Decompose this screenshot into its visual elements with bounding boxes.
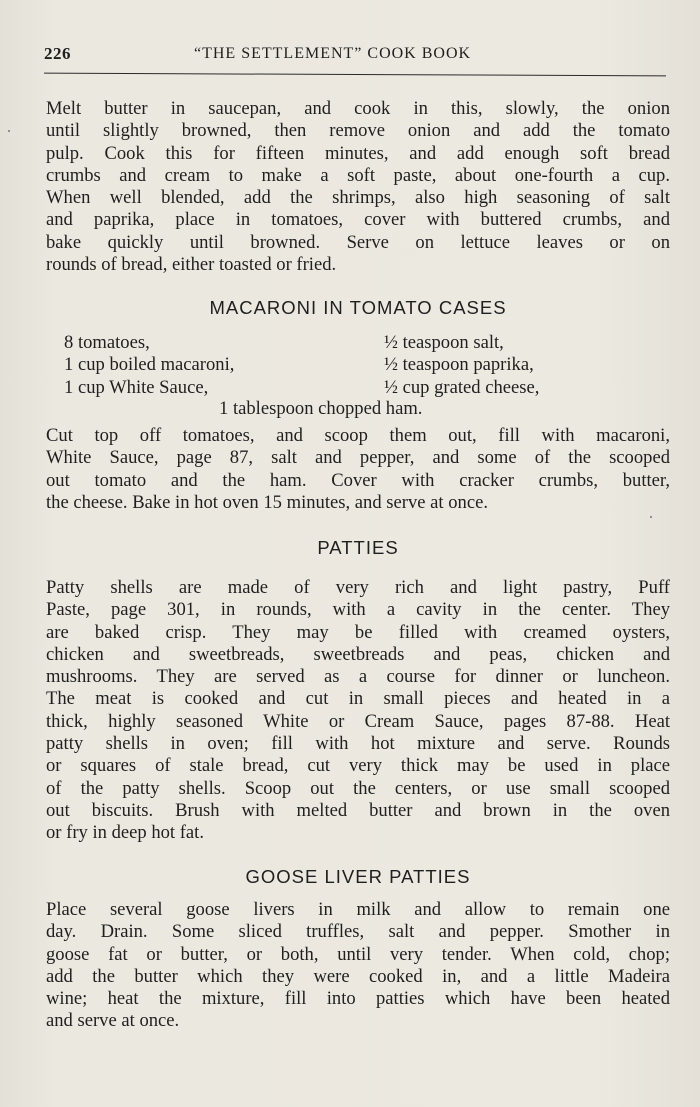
text-line: goose fat or butter, or both, until very tender. When cold, chop; (46, 943, 670, 965)
intro-paragraph (46, 98, 670, 276)
ingredient-item: ½ cup grated cheese, (384, 376, 540, 398)
ingredient-item: 1 cup boiled macaroni, (64, 354, 235, 376)
text-line: add the butter which they were cooked in, and a little Madeira (46, 965, 670, 987)
ingredient-column-right (384, 332, 539, 399)
goose-liver-instructions (46, 899, 670, 1033)
page-number: 226 (44, 44, 71, 63)
text-line: The meat is cooked and cut in small pieces and heated in a (46, 688, 670, 710)
ingredient-item: 8 tomatoes, (64, 332, 150, 353)
ingredient-column-left (64, 332, 234, 399)
running-head (44, 44, 670, 66)
text-line: day. Drain. Some sliced truffles, salt and pepper. Smother in (46, 921, 670, 943)
header-rule (44, 73, 666, 77)
ingredient-item: 1 tablespoon chopped ham. (219, 398, 423, 419)
text-line: When well blended, add the shrimps, also high seasoning of salt (46, 187, 670, 209)
text-line: or squares of stale bread, cut very thick may be used in place (46, 755, 670, 777)
recipe-title-patties: PATTIES (317, 537, 399, 558)
text-line: the cheese. Bake in hot oven 15 minutes, and serve at once. (46, 491, 488, 513)
recipe-title-goose-liver: GOOSE LIVER PATTIES (245, 866, 471, 887)
text-line: Cut top off tomatoes, and scoop them out, fill with macaroni, (46, 425, 670, 446)
paper-speck (650, 516, 652, 518)
text-line: rounds of bread, either toasted or fried. (46, 254, 337, 276)
text-line: chicken and sweetbreads, sweetbreads and peas, chicken and (46, 643, 670, 665)
text-line: Melt butter in saucepan, and cook in this, slowly, the onion (46, 98, 670, 119)
text-line: patty shells in oven; fill with hot mixture and serve. Rounds (46, 733, 670, 755)
text-line: until slightly browned, then remove onion and add the tomato (46, 120, 670, 142)
text-line: bake quickly until browned. Serve on lettuce leaves or on (46, 231, 670, 253)
text-line: mushrooms. They are served as a course for dinner or luncheon. (46, 666, 670, 688)
running-title: “THE SETTLEMENT” COOK BOOK (194, 45, 472, 62)
text-line: of the patty shells. Scoop out the centers, or use small scooped (46, 777, 670, 799)
ingredient-item: ½ teaspoon paprika, (384, 354, 534, 376)
text-line: Patty shells are made of very rich and light pastry, Puff (46, 577, 670, 598)
text-line: wine; heat the mixture, fill into patties which have been heated (46, 988, 670, 1010)
macaroni-instructions (46, 425, 670, 514)
patties-instructions (46, 577, 670, 845)
text-line: out biscuits. Brush with melted butter and brown in the oven (46, 799, 670, 821)
ingredient-item: 1 cup White Sauce, (64, 376, 209, 398)
text-line: White Sauce, page 87, salt and pepper, and some of the scooped (46, 447, 670, 469)
text-line: crumbs and cream to make a soft paste, about one-fourth a cup. (46, 164, 670, 186)
text-line: or fry in deep hot fat. (46, 822, 204, 844)
text-line: are baked crisp. They may be filled with creamed oysters, (46, 621, 670, 643)
text-line: Paste, page 301, in rounds, with a cavity in the center. They (46, 599, 670, 621)
paper-speck (8, 130, 10, 132)
ingredient-item: ½ teaspoon salt, (384, 332, 504, 353)
text-line: thick, highly seasoned White or Cream Sauce, pages 87-88. Heat (46, 710, 670, 732)
text-line: and paprika, place in tomatoes, cover with buttered crumbs, and (46, 209, 670, 231)
text-line: and serve at once. (46, 1010, 180, 1032)
text-line: pulp. Cook this for fifteen minutes, and add enough soft bread (46, 142, 670, 164)
text-line: Place several goose livers in milk and allow to remain one (46, 899, 670, 920)
text-line: out tomato and the ham. Cover with cracker crumbs, butter, (46, 469, 670, 491)
recipe-title-macaroni: MACARONI IN TOMATO CASES (209, 297, 507, 318)
